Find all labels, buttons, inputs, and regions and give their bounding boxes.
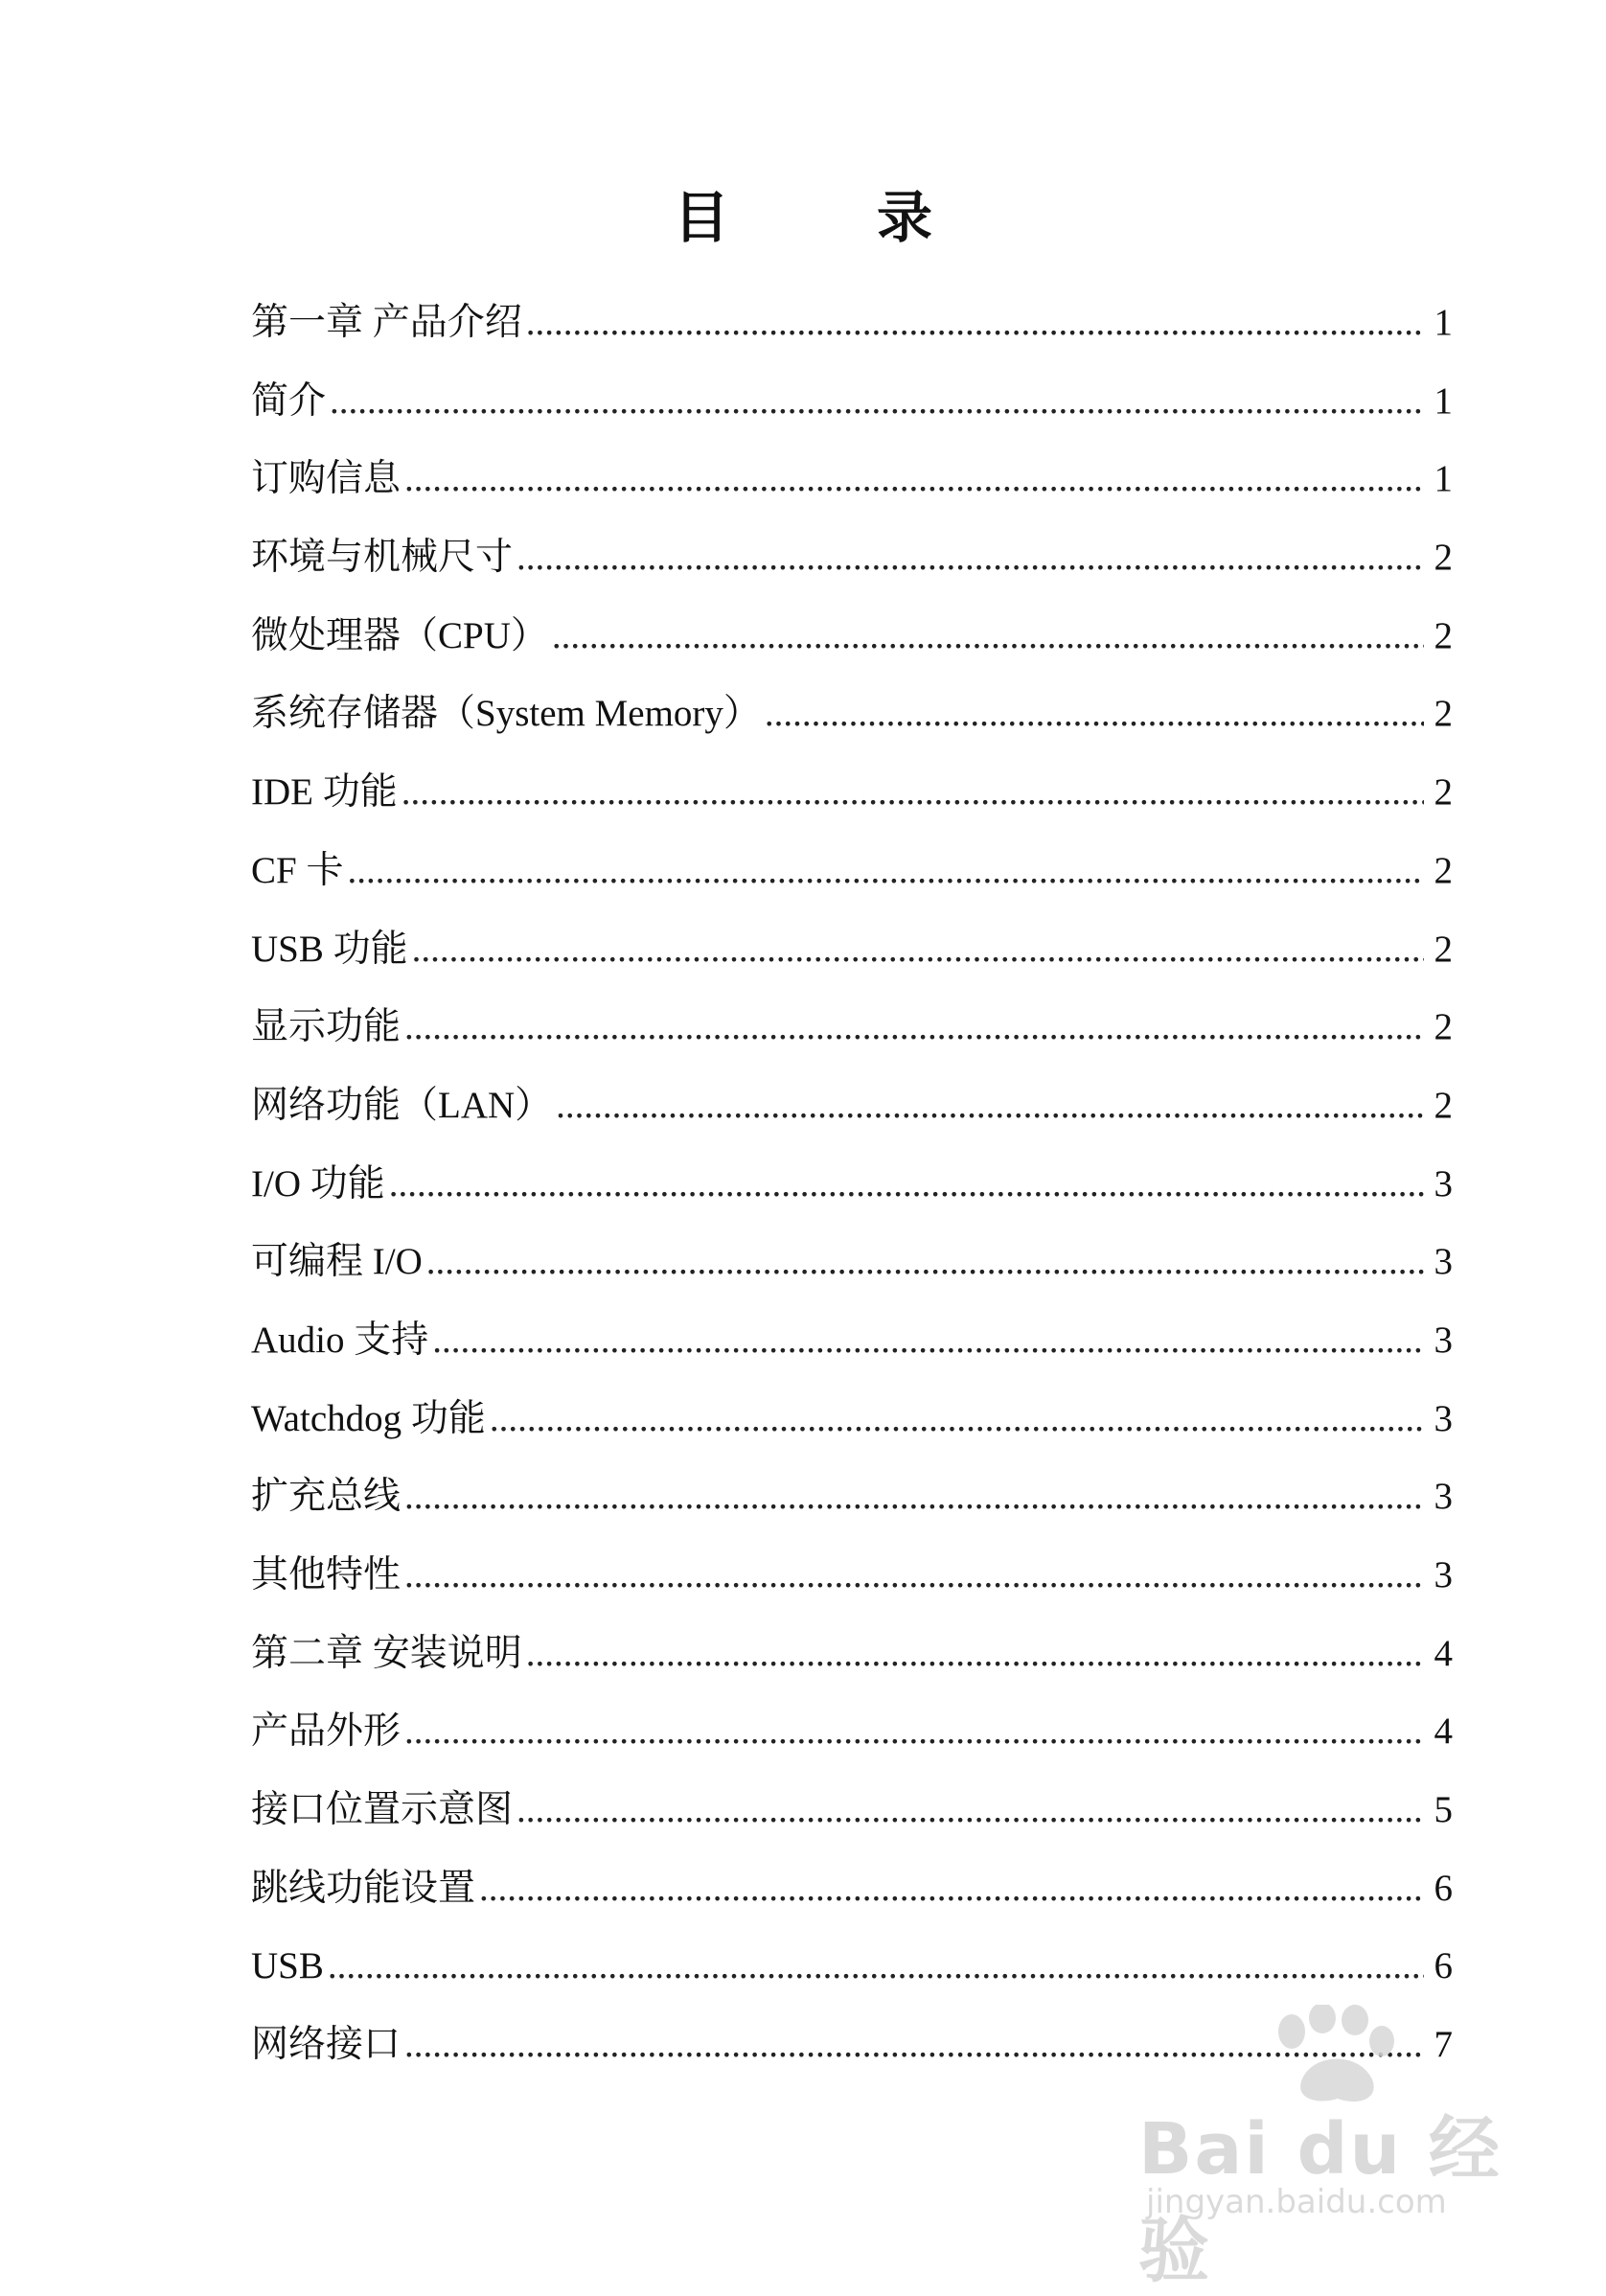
toc-entry-page-number: 2 bbox=[1434, 537, 1453, 579]
toc-entry-label: I/O 功能 bbox=[251, 1162, 385, 1205]
toc-entry-label: 网络功能（LAN） bbox=[251, 1084, 553, 1126]
toc-entry-label: 第一章 产品介绍 bbox=[251, 302, 522, 343]
toc-entry-page-number: 2 bbox=[1434, 1084, 1453, 1126]
toc-entry[interactable] bbox=[251, 1927, 1453, 2006]
toc-entry-label: USB 功能 bbox=[251, 928, 408, 970]
toc-dot-leader bbox=[404, 988, 1424, 1067]
toc-entry-label: 第二章 安装说明 bbox=[251, 1632, 522, 1674]
toc-entry-page-number: 3 bbox=[1434, 1476, 1453, 1518]
toc-dot-leader bbox=[526, 1615, 1424, 1693]
toc-dot-leader bbox=[765, 675, 1424, 753]
page-title: 目 录 bbox=[673, 187, 978, 249]
toc-entry-page-number: 7 bbox=[1434, 2024, 1453, 2066]
toc-entry-label: CF 卡 bbox=[251, 849, 344, 891]
toc-entry[interactable] bbox=[251, 597, 1453, 676]
toc-dot-leader bbox=[526, 284, 1424, 362]
toc-entry-label: 订购信息 bbox=[251, 458, 402, 500]
toc-dot-leader bbox=[389, 1145, 1424, 1224]
toc-entry[interactable] bbox=[251, 1301, 1453, 1380]
toc-dot-leader bbox=[347, 832, 1424, 910]
toc-entry-label: 扩充总线 bbox=[251, 1476, 402, 1518]
toc-entry[interactable] bbox=[251, 1849, 1453, 1928]
toc-dot-leader bbox=[402, 753, 1424, 832]
toc-entry[interactable] bbox=[251, 1458, 1453, 1536]
toc-dot-leader bbox=[552, 597, 1424, 676]
toc-entry-page-number: 2 bbox=[1434, 693, 1453, 735]
toc-entry-page-number: 2 bbox=[1434, 849, 1453, 891]
toc-entry-label: 跳线功能设置 bbox=[251, 1867, 476, 1909]
toc-entry[interactable] bbox=[251, 1692, 1453, 1771]
toc-entry[interactable] bbox=[251, 284, 1453, 362]
toc-entry-label: 环境与机械尺寸 bbox=[251, 537, 514, 579]
toc-entry-page-number: 3 bbox=[1434, 1319, 1453, 1361]
toc-entry-page-number: 1 bbox=[1434, 379, 1453, 422]
toc-entry-page-number: 2 bbox=[1434, 928, 1453, 970]
toc-entry[interactable] bbox=[251, 675, 1453, 753]
toc-dot-leader bbox=[330, 362, 1424, 441]
toc-entry[interactable] bbox=[251, 910, 1453, 989]
toc-entry[interactable] bbox=[251, 362, 1453, 441]
toc-entry[interactable] bbox=[251, 988, 1453, 1067]
toc-entry-page-number: 3 bbox=[1434, 1554, 1453, 1596]
toc-entry[interactable] bbox=[251, 1771, 1453, 1849]
toc-entry-page-number: 2 bbox=[1434, 1006, 1453, 1048]
toc-dot-leader bbox=[404, 1692, 1424, 1771]
toc-entry[interactable] bbox=[251, 518, 1453, 597]
toc-entry-page-number: 4 bbox=[1434, 1711, 1453, 1753]
toc-entry-label: 显示功能 bbox=[251, 1006, 402, 1048]
toc-entry-page-number: 3 bbox=[1434, 1162, 1453, 1205]
toc-dot-leader bbox=[412, 910, 1424, 989]
toc-entry[interactable] bbox=[251, 1145, 1453, 1224]
toc-entry-page-number: 4 bbox=[1434, 1632, 1453, 1674]
toc-entry-label: 接口位置示意图 bbox=[251, 1789, 514, 1831]
toc-entry[interactable] bbox=[251, 1223, 1453, 1301]
toc-dot-leader bbox=[404, 440, 1424, 518]
toc-entry-label: 可编程 I/O bbox=[251, 1241, 423, 1283]
toc-entry-page-number: 3 bbox=[1434, 1397, 1453, 1439]
toc-dot-leader bbox=[490, 1380, 1424, 1458]
toc-entry-page-number: 3 bbox=[1434, 1241, 1453, 1283]
toc-entry-label: USB bbox=[251, 1945, 324, 1987]
toc-dot-leader bbox=[328, 1927, 1424, 2006]
toc-entry-label: Audio 支持 bbox=[251, 1319, 429, 1361]
toc-dot-leader bbox=[516, 518, 1424, 597]
toc-entry-page-number: 6 bbox=[1434, 1945, 1453, 1987]
baidu-jingyan-watermark bbox=[1138, 2005, 1522, 2292]
watermark-brand: Bai du 经验 bbox=[1138, 2108, 1502, 2292]
toc-dot-leader bbox=[404, 1458, 1424, 1536]
toc-entry[interactable] bbox=[251, 440, 1453, 518]
toc-entry-page-number: 1 bbox=[1434, 458, 1453, 500]
toc-entry[interactable] bbox=[251, 1067, 1453, 1145]
toc-entry-page-number: 6 bbox=[1434, 1867, 1453, 1909]
toc-dot-leader bbox=[556, 1067, 1424, 1145]
toc-entry[interactable] bbox=[251, 1380, 1453, 1458]
toc-entry-page-number: 1 bbox=[1434, 302, 1453, 343]
toc-entry-page-number: 2 bbox=[1434, 614, 1453, 656]
toc-entry-label: 简介 bbox=[251, 379, 327, 422]
toc-entry-label: 其他特性 bbox=[251, 1554, 402, 1596]
toc-entry[interactable] bbox=[251, 1615, 1453, 1693]
toc-entry[interactable] bbox=[251, 753, 1453, 832]
watermark-url: jingyan.baidu.com bbox=[1146, 2183, 1447, 2221]
toc-entry[interactable] bbox=[251, 1536, 1453, 1615]
toc-entry[interactable] bbox=[251, 832, 1453, 910]
toc-list bbox=[251, 284, 1453, 2084]
toc-dot-leader bbox=[426, 1223, 1424, 1301]
toc-entry-page-number: 2 bbox=[1434, 771, 1453, 814]
toc-entry-label: IDE 功能 bbox=[251, 771, 398, 814]
toc-entry-label: 系统存储器（System Memory） bbox=[251, 693, 761, 735]
toc-dot-leader bbox=[432, 1301, 1424, 1380]
toc-entry-label: 微处理器（CPU） bbox=[251, 614, 548, 656]
toc-dot-leader bbox=[516, 1771, 1424, 1849]
toc-entry-label: Watchdog 功能 bbox=[251, 1397, 486, 1439]
toc-entry-label: 网络接口 bbox=[251, 2024, 402, 2066]
toc-dot-leader bbox=[404, 1536, 1424, 1615]
toc-entry-label: 产品外形 bbox=[251, 1711, 402, 1753]
toc-dot-leader bbox=[479, 1849, 1424, 1928]
toc-entry-page-number: 5 bbox=[1434, 1789, 1453, 1831]
